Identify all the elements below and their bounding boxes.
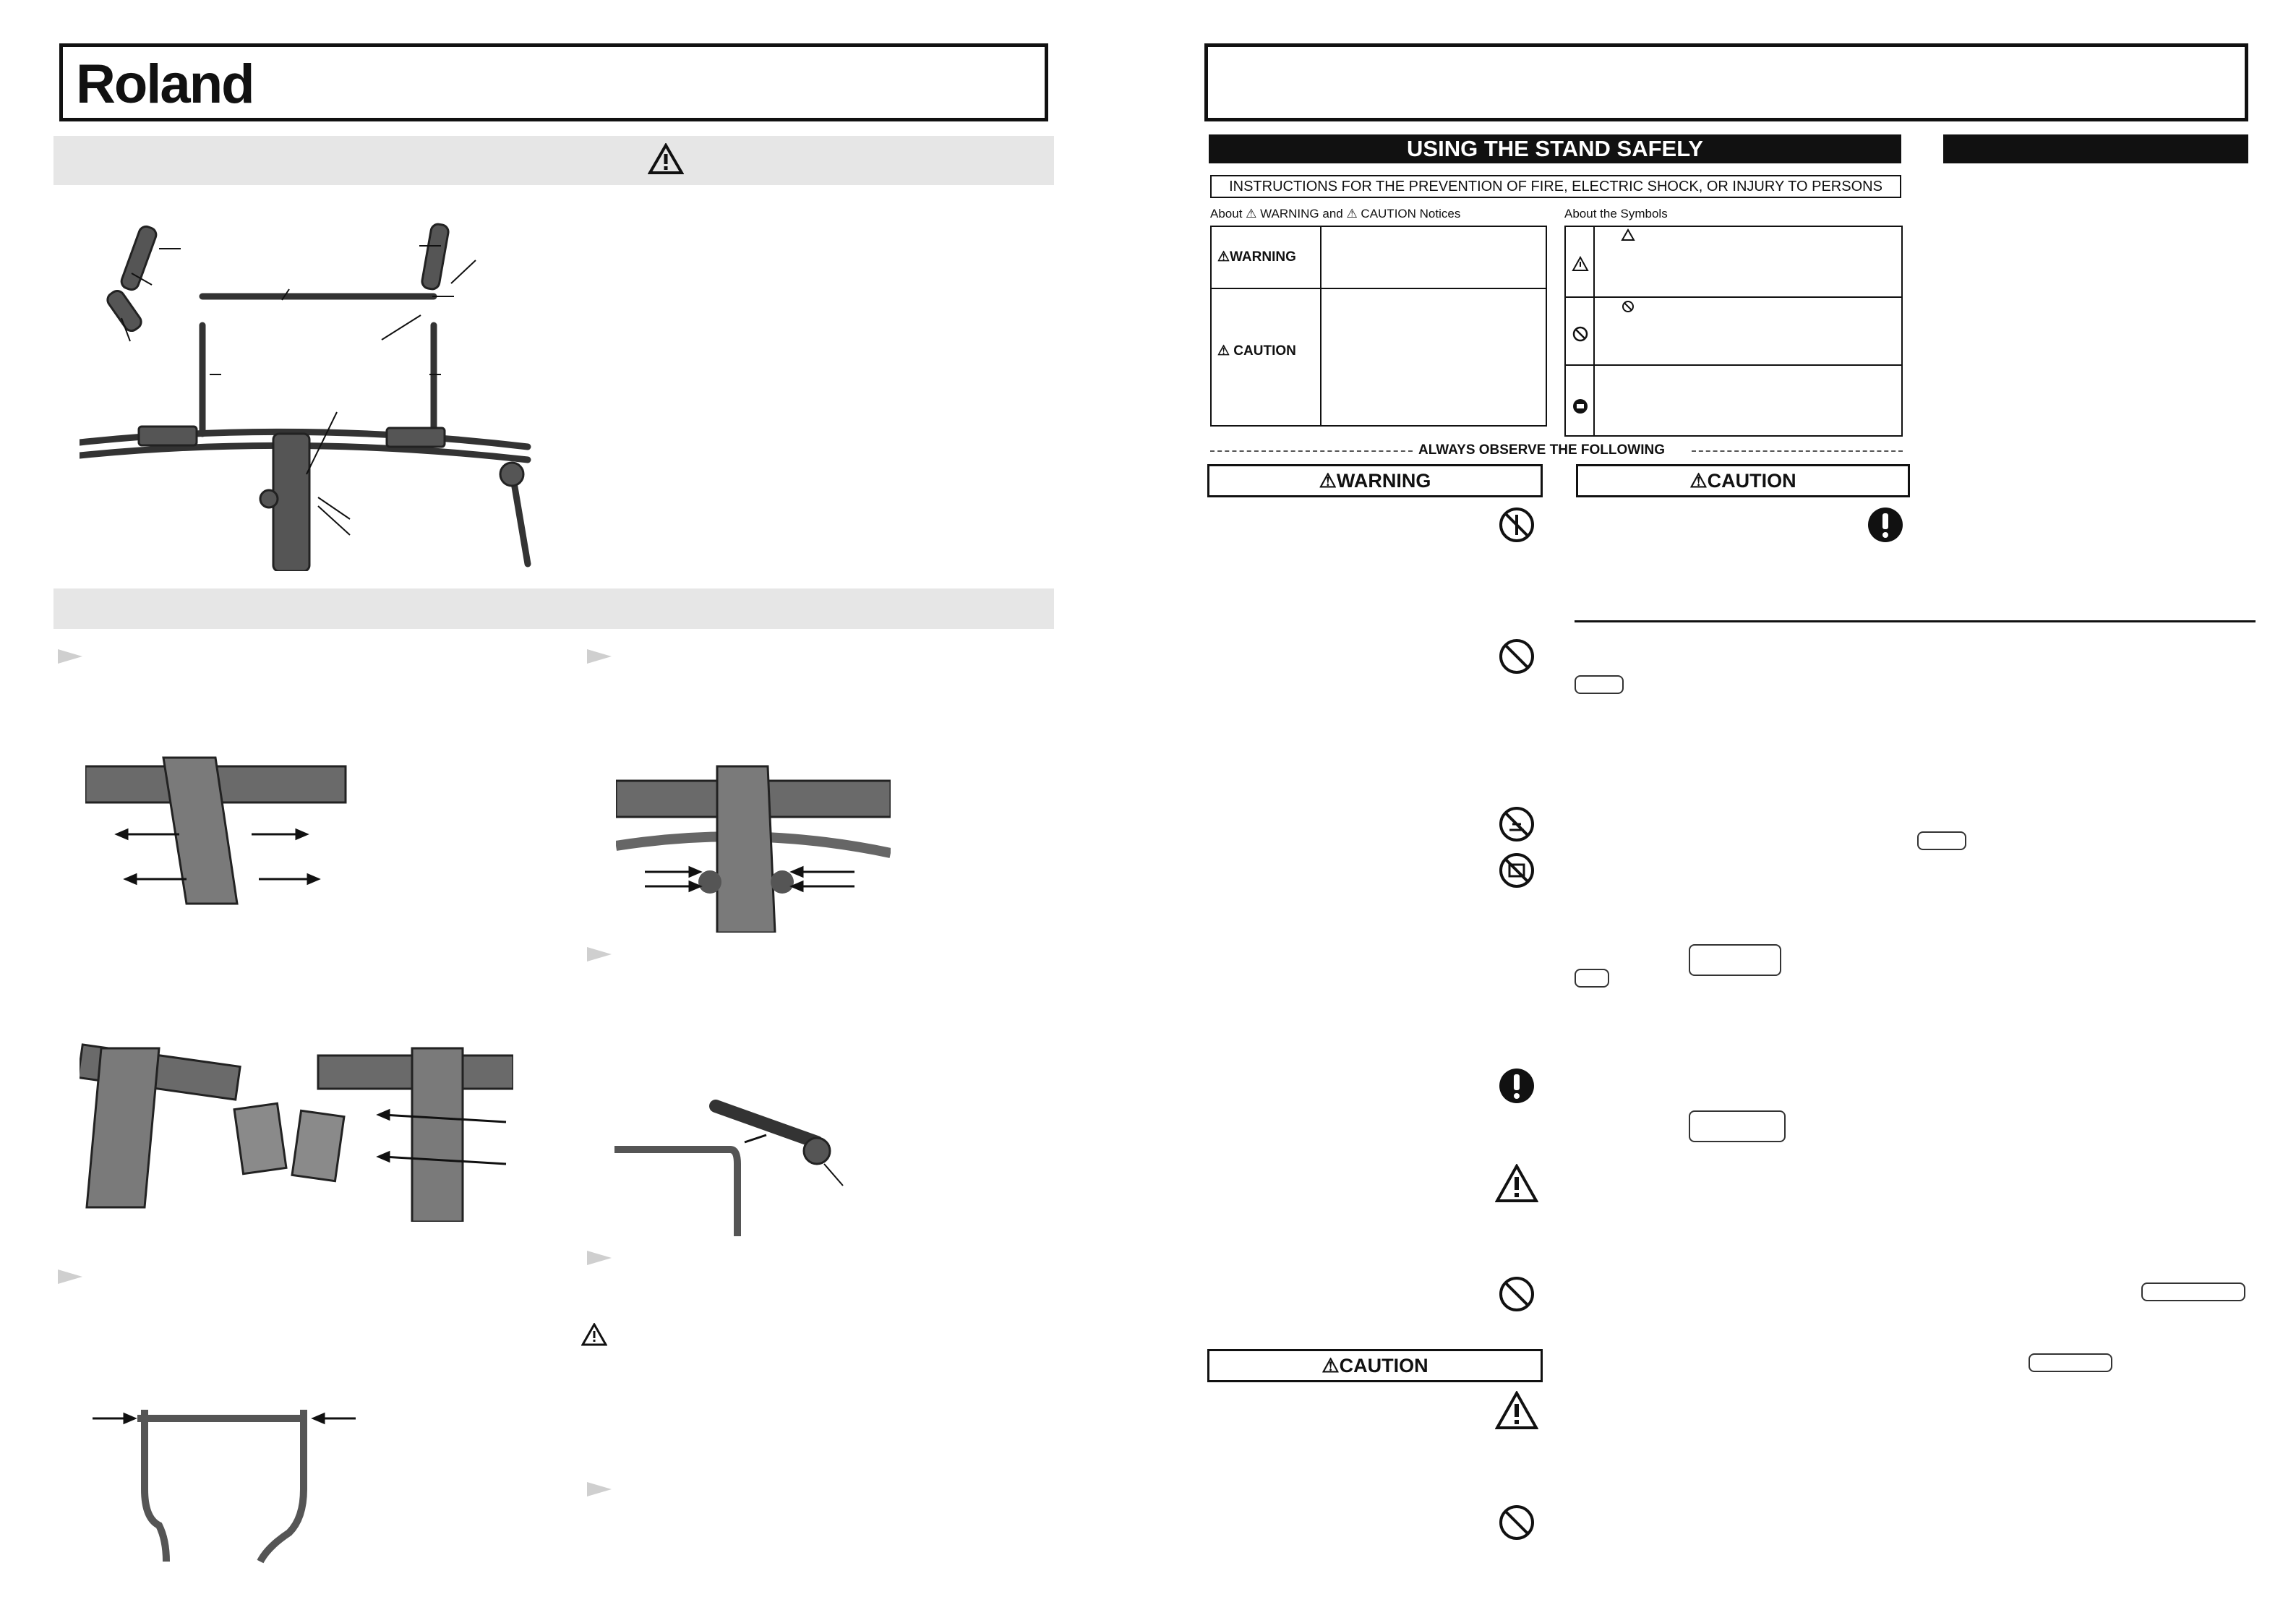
section-title: USING THE STAND SAFELY — [1209, 134, 1901, 163]
no-disassemble-icon — [1498, 506, 1535, 544]
prohibit-icon — [1498, 1275, 1535, 1313]
always-observe-line-left — [1210, 450, 1413, 452]
step-5-illustration — [87, 1388, 361, 1576]
always-observe-line-right — [1692, 450, 1903, 452]
step-marker-6 — [587, 1482, 612, 1496]
step-marker-5 — [587, 1251, 612, 1265]
brand-box — [59, 43, 1048, 121]
brand-logo: Roland — [76, 53, 254, 115]
right-column-black-bar — [1943, 134, 2248, 163]
step-marker-4 — [58, 1269, 82, 1284]
symbols-divider-h2 — [1566, 364, 1901, 366]
parts-band — [53, 136, 1054, 185]
key-outline-5 — [1689, 1110, 1786, 1142]
instructions-heading: INSTRUCTIONS FOR THE PREVENTION OF FIRE, ELECTRIC SHOCK, OR INJURY TO PERSONS — [1210, 175, 1901, 198]
always-observe-label: ALWAYS OBSERVE THE FOLLOWING — [1418, 442, 1665, 458]
right-header-box — [1204, 43, 2248, 121]
notices-divider-v — [1320, 227, 1322, 425]
key-outline-3 — [1689, 944, 1781, 976]
key-outline-1 — [1575, 675, 1624, 694]
prohibit-icon — [1498, 1504, 1535, 1541]
caution-header: ⚠CAUTION — [1576, 464, 1910, 497]
symbols-divider-v — [1593, 227, 1595, 435]
key-outline-2 — [1917, 831, 1966, 850]
no-water-icon — [1498, 805, 1535, 843]
step-marker-1 — [58, 649, 82, 664]
about-symbols-label: About the Symbols — [1564, 207, 1668, 220]
step-2-illustration — [616, 759, 891, 933]
key-outline-7 — [2029, 1353, 2112, 1372]
step-marker-3 — [587, 947, 612, 962]
assembly-band — [53, 588, 1054, 629]
prohibit-icon — [1498, 638, 1535, 675]
prohibit-icon — [1572, 325, 1589, 343]
warning-triangle-icon — [1495, 1391, 1538, 1430]
key-outline-4 — [1575, 969, 1609, 988]
notice-caution-label: ⚠ CAUTION — [1217, 343, 1296, 359]
warning-triangle-icon — [581, 1323, 607, 1346]
symbols-table — [1564, 226, 1903, 437]
notice-warning-label: ⚠WARNING — [1217, 249, 1296, 265]
step-4-illustration — [614, 1084, 875, 1236]
notices-divider-h — [1212, 288, 1546, 289]
notices-table — [1210, 226, 1547, 427]
symbols-divider-h1 — [1566, 296, 1901, 298]
key-outline-6 — [2141, 1282, 2245, 1301]
exclamation-circle-icon — [1498, 1067, 1535, 1105]
step-marker-2 — [587, 649, 612, 664]
section-rule — [1575, 620, 2256, 622]
stand-overview-illustration — [80, 217, 542, 571]
exclamation-circle-icon — [1867, 506, 1904, 544]
unplug-icon — [1572, 398, 1589, 415]
warning-header: ⚠WARNING — [1207, 464, 1543, 497]
warning-triangle-icon — [1495, 1164, 1538, 1203]
warning-triangle-icon — [1572, 256, 1589, 272]
step-3-illustration — [80, 1041, 513, 1222]
warning-triangle-icon — [1621, 228, 1635, 241]
no-heat-icon — [1498, 852, 1535, 889]
step-1-illustration — [85, 745, 353, 911]
warning-triangle-icon — [648, 143, 684, 175]
about-notices-label: About ⚠ WARNING and ⚠ CAUTION Notices — [1210, 207, 1461, 220]
caution-header-2: ⚠CAUTION — [1207, 1349, 1543, 1382]
prohibit-icon — [1621, 299, 1635, 314]
